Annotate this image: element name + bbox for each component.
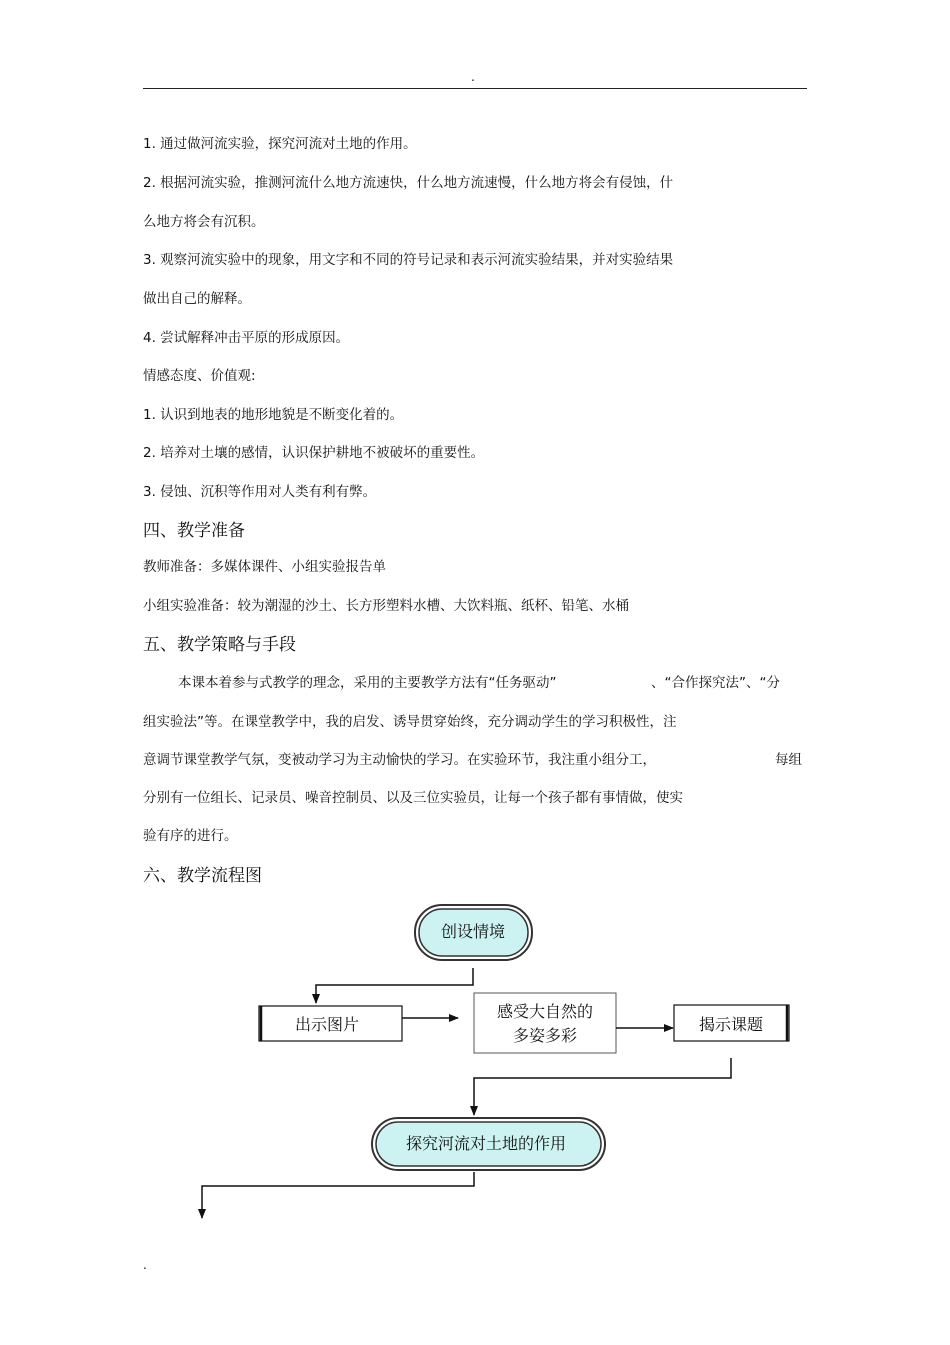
start-node — [415, 905, 532, 960]
objective-3-line2: 做出自己的解释。 — [143, 291, 251, 307]
strategy-para-line3a: 意调节课堂教学气氛，变被动学习为主动愉快的学习。在实验环节，我注重小组分工， — [143, 752, 656, 768]
objective-3-line1: 3. 观察河流实验中的现象，用文字和不同的符号记录和表示河流实验结果，并对实验结果 — [143, 252, 674, 268]
explore-node — [372, 1118, 605, 1170]
objective-1: 1. 通过做河流实验，探究河流对土地的作用。 — [143, 136, 417, 152]
strategy-para-line2: 组实验法”等。在课堂教学中，我的启发、诱导贯穿始终，充分调动学生的学习积极性，注 — [143, 714, 677, 730]
explore-label: 探究河流对土地的作用 — [405, 1134, 567, 1153]
objective-4: 4. 尝试解释冲击平原的形成原因。 — [143, 330, 350, 346]
footer-dot: . — [143, 1258, 147, 1272]
connector-to-explore — [474, 1058, 731, 1115]
strategy-para-line4: 分别有一位组长、记录员、噪音控制员、以及三位实验员，让每一个孩子都有事情做，使实 — [143, 790, 683, 806]
show-pictures-node — [259, 1006, 402, 1041]
feel-nature-label-2: 多姿多彩 — [512, 1026, 578, 1045]
section-5-title: 五、教学策略与手段 — [143, 635, 296, 655]
strategy-para-line5: 验有序的进行。 — [143, 828, 238, 844]
emotion-heading: 情感态度、价值观: — [143, 368, 256, 384]
connector-down — [202, 1172, 474, 1218]
group-preparation: 小组实验准备：较为潮湿的沙土、长方形塑料水槽、大饮料瓶、纸杯、铅笔、水桶 — [143, 598, 629, 614]
connector-start — [316, 968, 473, 1003]
section-4-title: 四、教学准备 — [143, 521, 245, 541]
reveal-topic-node — [674, 1005, 789, 1041]
strategy-para-line1a: 本课本着参与式教学的理念，采用的主要教学方法有“任务驱动” — [178, 675, 557, 691]
emotion-1: 1. 认识到地表的地形地貌是不断变化着的。 — [143, 407, 404, 423]
show-pictures-label: 出示图片 — [294, 1015, 360, 1034]
objective-2-line1: 2. 根据河流实验，推测河流什么地方流速快，什么地方流速慢，什么地方将会有侵蚀，什 — [143, 175, 674, 191]
section-6-title: 六、教学流程图 — [143, 866, 262, 886]
start-node-label: 创设情境 — [440, 922, 506, 941]
strategy-para-line3b: 每组 — [775, 752, 802, 768]
feel-nature-node — [474, 993, 616, 1053]
emotion-2: 2. 培养对土壤的感情，认识保护耕地不被破坏的重要性。 — [143, 445, 485, 461]
header-dot: . — [471, 70, 475, 84]
objective-2-line2: 么地方将会有沉积。 — [143, 214, 265, 230]
emotion-3: 3. 侵蚀、沉积等作用对人类有利有弊。 — [143, 484, 377, 500]
teacher-preparation: 教师准备：多媒体课件、小组实验报告单 — [143, 559, 386, 575]
strategy-para-line1b: 、“合作探究法”、“分 — [651, 675, 780, 691]
feel-nature-label-1: 感受大自然的 — [496, 1002, 594, 1021]
reveal-topic-label: 揭示课题 — [698, 1015, 764, 1034]
